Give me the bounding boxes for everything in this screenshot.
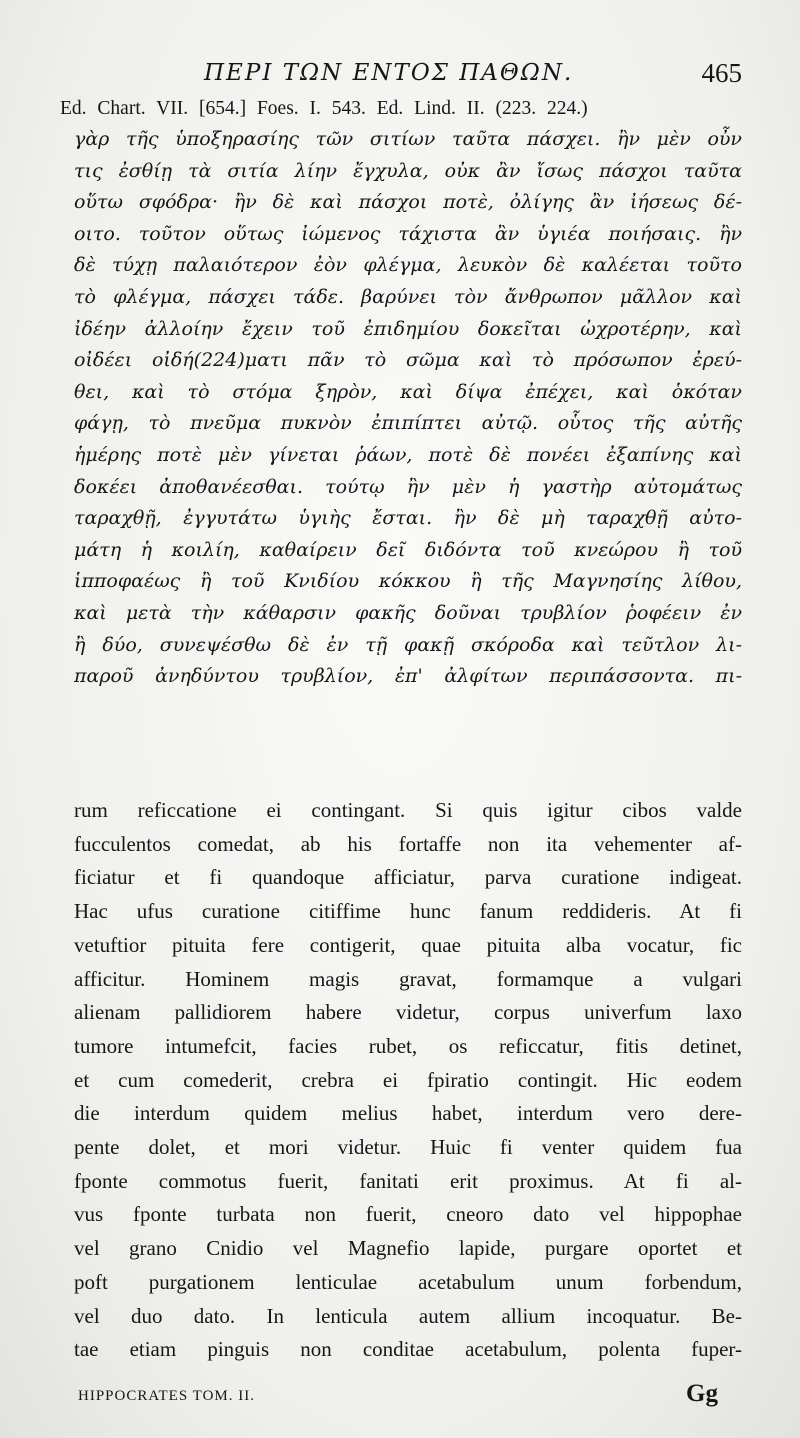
latin-text-line: et cum comederit, crebra ei fpiratio contingit. Hic eodem <box>74 1067 742 1092</box>
latin-text-line: tumore intumefcit, facies rubet, os reficcatur, fitis detinet, <box>74 1033 742 1058</box>
greek-text-line: ἢ δύο, συνεψέσθω δὲ ἐν τῇ φακῇ σκόροδα καὶ τεῦτλον λι- <box>74 633 742 656</box>
greek-text-line: οὕτω σφόδρα· ἢν δὲ καὶ πάσχοι ποτὲ, ὀλίγης ἂν ἰήσεως δέ- <box>74 191 742 214</box>
latin-text-line: rum reficcatione ei contingant. Si quis igitur cibos valde <box>74 798 742 822</box>
greek-text-line: ἰδέην ἀλλοίην ἔχειν τοῦ ἐπιδημίου δοκεῖται ὠχροτέρην, καὶ <box>74 317 742 340</box>
greek-text-line: δὲ τύχῃ παλαιότερον ἐὸν φλέγμα, λευκὸν δὲ καλέεται τοῦτο <box>74 254 742 277</box>
greek-text-line: γὰρ τῆς ὑποξηρασίης τῶν σιτίων ταῦτα πάσχει. ἢν μὲν οὖν <box>74 128 742 150</box>
greek-text-line: θει, καὶ τὸ στόμα ξηρὸν, καὶ δίψα ἐπέχει, καὶ ὁκόταν <box>74 380 742 403</box>
latin-text-line: poft purgationem lenticulae acetabulum unum forbendum, <box>74 1269 742 1294</box>
running-title: ΠΕΡΙ ΤΩΝ ΕΝΤΟΣ ΠΑΘΩΝ. <box>204 60 574 86</box>
running-head <box>72 58 742 98</box>
greek-text-line: δοκέει ἀποθανέεσθαι. τούτῳ ἢν μὲν ἡ γαστὴρ αὐτομάτως <box>74 475 742 498</box>
greek-text-line: ἡμέρης ποτὲ μὲν γίνεται ῥάων, ποτὲ δὲ πονέει ἐξαπίνης καὶ <box>74 443 742 466</box>
latin-text-line: fucculentos comedat, ab his fortaffe non ita vehementer af- <box>74 831 742 856</box>
gathering-mark: Gg <box>686 1380 718 1407</box>
edition-references: Ed. Chart. VII. [654.] Foes. I. 543. Ed. Lind. II. (223. 224.) <box>60 98 588 119</box>
greek-text-line: καὶ μετὰ τὴν κάθαρσιν φακῆς δοῦναι τρυβλίον ῥοφέειν ἐν <box>74 601 742 624</box>
latin-text-line: ficiatur et fi quandoque afficiatur, parva curatione indigeat. <box>74 865 742 890</box>
latin-text-line: fponte commotus fuerit, fanitati erit proximus. At fi al- <box>74 1168 742 1193</box>
greek-text-line: μάτη ἡ κοιλίη, καθαίρειν δεῖ διδόντα τοῦ κνεώρου ἢ τοῦ <box>74 538 742 561</box>
latin-text-line: tae etiam pinguis non conditae acetabulum, polenta fuper- <box>74 1337 742 1362</box>
latin-text-line: alienam pallidiorem habere videtur, corpus univerfum laxo <box>74 1000 742 1025</box>
greek-text-line: ἱπποφαέως ἢ τοῦ Κνιδίου κόκκου ἢ τῆς Μαγνησίης λίθου, <box>74 570 742 593</box>
signature-line: HIPPOCRATES TOM. II. <box>78 1388 255 1404</box>
latin-text-line: die interdum quidem melius habet, interdum vero dere- <box>74 1101 742 1126</box>
latin-text-line: pente dolet, et mori videtur. Huic fi venter quidem fua <box>74 1135 742 1160</box>
greek-text-line: τὸ φλέγμα, πάσχει τάδε. βαρύνει τὸν ἄνθρωπον μᾶλλον καὶ <box>74 285 742 308</box>
latin-text-line: Hac ufus curatione citiffime hunc fanum reddideris. At fi <box>74 899 742 924</box>
latin-text-line: vetuftior pituita fere contigerit, quae pituita alba vocatur, fic <box>74 932 742 957</box>
greek-text-line: ταραχθῇ, ἐγγυτάτω ὑγιὴς ἔσται. ἢν δὲ μὴ ταραχθῇ αὐτο- <box>74 507 742 530</box>
greek-text-line: φάγῃ, τὸ πνεῦμα πυκνὸν ἐπιπίπτει αὐτῷ. οὗτος τῆς αὐτῆς <box>74 412 742 435</box>
latin-text-line: afficitur. Hominem magis gravat, formamque a vulgari <box>74 966 742 991</box>
greek-text-line: οἰδέει οἰδή(224)ματι πᾶν τὸ σῶμα καὶ τὸ πρόσωπον ἐρεύ- <box>74 349 742 372</box>
greek-text-line: τις ἐσθίῃ τὰ σιτία λίην ἔγχυλα, οὐκ ἂν ἴσως πάσχοι ταῦτα <box>74 159 742 182</box>
greek-text-block <box>74 124 742 693</box>
latin-text-block <box>74 794 742 1367</box>
latin-text-line: vus fponte turbata non fuerit, cneoro dato vel hippophae <box>74 1202 742 1227</box>
latin-text-line: vel duo dato. In lenticula autem allium incoquatur. Be- <box>74 1303 742 1328</box>
latin-text-line: vel grano Cnidio vel Magnefio lapide, purgare oportet et <box>74 1236 742 1261</box>
page-number: 465 <box>701 58 742 88</box>
greek-text-line: οιτο. τοῦτον οὕτως ἰώμενος τάχιστα ἂν ὑγιέα ποιήσαις. ἢν <box>74 222 742 245</box>
greek-text-line: παροῦ ἀνηδύντου τρυβλίον, ἐπ' ἀλφίτων περιπάσσοντα. πι- <box>74 665 742 688</box>
